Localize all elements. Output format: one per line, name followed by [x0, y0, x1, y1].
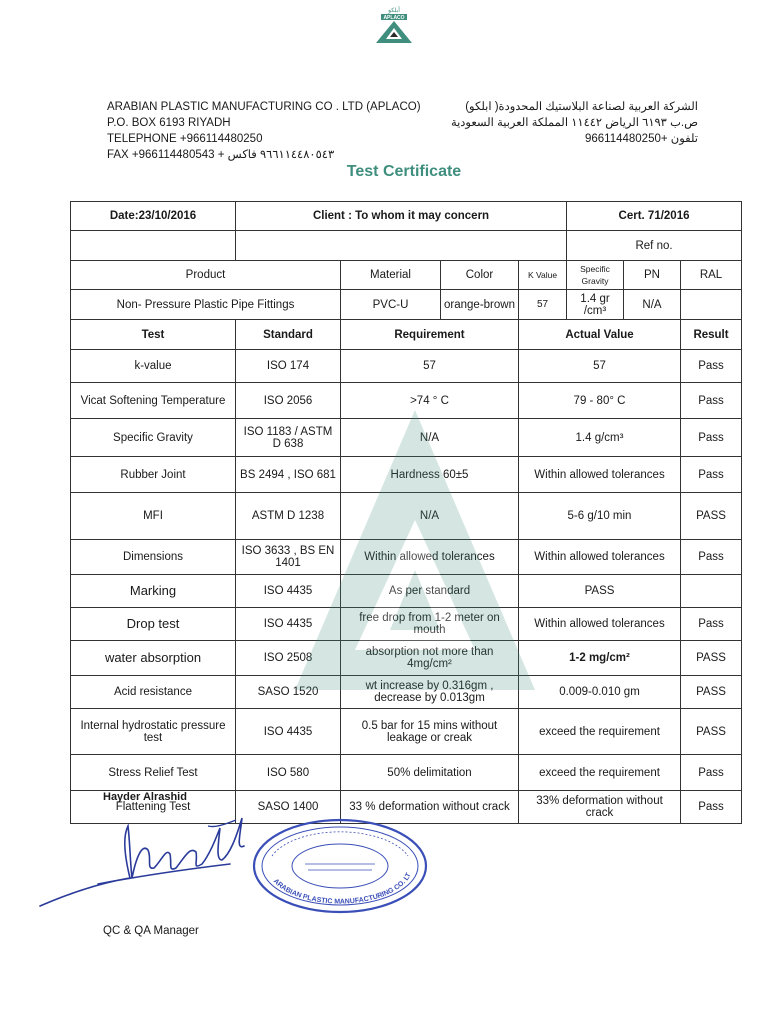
color-header: Color — [441, 261, 519, 290]
client-cell: Client : To whom it may concern — [236, 202, 567, 231]
date-cell: Date:23/10/2016 — [71, 202, 236, 231]
requirement-cell: >74 ° C — [341, 383, 519, 419]
standard-cell: ASTM D 1238 — [236, 493, 341, 540]
test-name-cell: Rubber Joint — [71, 457, 236, 493]
standard-cell: ISO 2508 — [236, 641, 341, 676]
result-cell: Pass — [681, 791, 742, 824]
test-name-cell: MFI — [71, 493, 236, 540]
requirement-column-header: Requirement — [341, 320, 519, 350]
actual-value-cell: PASS — [519, 575, 681, 608]
standard-cell: ISO 2056 — [236, 383, 341, 419]
company-stamp — [250, 816, 430, 916]
handwritten-signature — [30, 798, 260, 913]
specific-gravity-header: Specific Gravity — [567, 261, 624, 290]
test-name-cell: Stress Relief Test — [71, 755, 236, 791]
company-address-arabic — [451, 99, 698, 147]
test-column-header: Test — [71, 320, 236, 350]
requirement-cell: 57 — [341, 350, 519, 383]
ral-cell — [681, 290, 742, 320]
actual-value-cell: 33% deformation without crack — [519, 791, 681, 824]
result-cell: Pass — [681, 383, 742, 419]
result-cell: PASS — [681, 641, 742, 676]
result-cell: Pass — [681, 540, 742, 575]
document-title: Test Certificate — [346, 163, 462, 180]
ref-number-cell: Ref no. — [567, 231, 742, 261]
requirement-cell: Hardness 60±5 — [341, 457, 519, 493]
test-name-cell: Internal hydrostatic pressure test — [71, 709, 236, 755]
color-cell: orange-brown — [441, 290, 519, 320]
blank-cell — [71, 231, 236, 261]
requirement-cell: N/A — [341, 419, 519, 457]
cert-number-cell: Cert. 71/2016 — [567, 202, 742, 231]
test-name-cell: Acid resistance — [71, 676, 236, 709]
test-row — [71, 755, 742, 791]
requirement-cell: absorption not more than 4mg/cm² — [341, 641, 519, 676]
material-cell: PVC-U — [341, 290, 441, 320]
test-name-cell: Flattening Test — [71, 791, 236, 824]
result-cell: Pass — [681, 608, 742, 641]
standard-cell: SASO 1400 — [236, 791, 341, 824]
actual-value-cell: exceed the requirement — [519, 709, 681, 755]
actual-value-cell: exceed the requirement — [519, 755, 681, 791]
po-box-en: P.O. BOX 6193 RIYADH — [107, 117, 231, 129]
test-row — [71, 457, 742, 493]
test-name-cell: Drop test — [71, 608, 236, 641]
actual-value-cell: Within allowed tolerances — [519, 608, 681, 641]
standard-cell: ISO 4435 — [236, 608, 341, 641]
svg-text:APLACO: APLACO — [383, 15, 405, 21]
result-cell: PASS — [681, 709, 742, 755]
actual-value-cell: 5-6 g/10 min — [519, 493, 681, 540]
test-name-cell: Dimensions — [71, 540, 236, 575]
test-row — [71, 493, 742, 540]
test-name-cell: Vicat Softening Temperature — [71, 383, 236, 419]
test-row — [71, 575, 742, 608]
standard-cell: ISO 174 — [236, 350, 341, 383]
ral-header: RAL — [681, 261, 742, 290]
requirement-cell: 50% delimitation — [341, 755, 519, 791]
pn-header: PN — [624, 261, 681, 290]
product-name-cell: Non- Pressure Plastic Pipe Fittings — [71, 290, 341, 320]
company-name-ar: الشركة العربية لصناعة البلاستيك المحدودة( ابلكو) — [465, 101, 698, 113]
actual-value-cell: 1.4 g/cm³ — [519, 419, 681, 457]
test-row — [71, 608, 742, 641]
pn-cell: N/A — [624, 290, 681, 320]
standard-cell: ISO 4435 — [236, 709, 341, 755]
actual-value-cell: Within allowed tolerances — [519, 540, 681, 575]
result-column-header: Result — [681, 320, 742, 350]
k-value-header: K Value — [519, 261, 567, 290]
company-logo — [366, 6, 422, 46]
actual-value-cell: 57 — [519, 350, 681, 383]
standard-cell: ISO 1183 / ASTM D 638 — [236, 419, 341, 457]
svg-text:أبلكو: أبلكو — [388, 7, 400, 14]
standard-cell: BS 2494 , ISO 681 — [236, 457, 341, 493]
result-cell: Pass — [681, 419, 742, 457]
test-name-cell: Marking — [71, 575, 236, 608]
requirement-cell: wt increase by 0.316gm , decrease by 0.013gm — [341, 676, 519, 709]
svg-text:ARABIAN PLASTIC MANUFACTURING: ARABIAN PLASTIC MANUFACTURING CO. LT — [271, 871, 413, 906]
k-value-cell: 57 — [519, 290, 567, 320]
actual-value-cell: 0.009-0.010 gm — [519, 676, 681, 709]
requirement-cell: 33 % deformation without crack — [341, 791, 519, 824]
test-row — [71, 676, 742, 709]
requirement-cell: Within allowed tolerances — [341, 540, 519, 575]
test-row — [71, 419, 742, 457]
standard-cell: ISO 3633 , BS EN 1401 — [236, 540, 341, 575]
actual-value-column-header: Actual Value — [519, 320, 681, 350]
result-cell: PASS — [681, 676, 742, 709]
test-name-cell: k-value — [71, 350, 236, 383]
requirement-cell: free drop from 1-2 meter on mouth — [341, 608, 519, 641]
test-certificate-table — [70, 201, 742, 824]
result-cell: PASS — [681, 493, 742, 540]
company-address-english — [107, 99, 421, 163]
material-header: Material — [341, 261, 441, 290]
result-cell: Pass — [681, 350, 742, 383]
standard-cell: SASO 1520 — [236, 676, 341, 709]
telephone-ar: تلفون +966114480250 — [584, 133, 698, 145]
product-header: Product — [71, 261, 341, 290]
specific-gravity-cell: 1.4 gr /cm³ — [567, 290, 624, 320]
test-row — [71, 540, 742, 575]
blank-cell — [236, 231, 567, 261]
result-cell: Pass — [681, 457, 742, 493]
requirement-cell: 0.5 bar for 15 mins without leakage or creak — [341, 709, 519, 755]
requirement-cell: N/A — [341, 493, 519, 540]
test-row — [71, 383, 742, 419]
test-name-cell: water absorption — [71, 641, 236, 676]
result-cell — [681, 575, 742, 608]
company-name-en: ARABIAN PLASTIC MANUFACTURING CO . LTD (APLACO) — [107, 101, 421, 113]
signer-name: Hayder Alrashid — [103, 791, 187, 803]
test-row — [71, 641, 742, 676]
actual-value-cell: Within allowed tolerances — [519, 457, 681, 493]
standard-column-header: Standard — [236, 320, 341, 350]
requirement-cell: As per standard — [341, 575, 519, 608]
test-row — [71, 709, 742, 755]
telephone-en: TELEPHONE +966114480250 — [107, 133, 263, 145]
result-cell: Pass — [681, 755, 742, 791]
standard-cell: ISO 4435 — [236, 575, 341, 608]
standard-cell: ISO 580 — [236, 755, 341, 791]
signer-title: QC & QA Manager — [103, 925, 199, 937]
test-name-cell: Specific Gravity — [71, 419, 236, 457]
test-row — [71, 350, 742, 383]
fax-en: FAX +966114480543 + ٩٦٦١١٤٤٨٠٥٤٣ فاكس — [107, 149, 335, 161]
actual-value-cell: 79 - 80° C — [519, 383, 681, 419]
actual-value-cell: 1-2 mg/cm² — [519, 641, 681, 676]
po-box-ar: ص.ب ٦١٩٣ الرياض ١١٤٤٢ المملكة العربية السعودية — [450, 117, 698, 129]
